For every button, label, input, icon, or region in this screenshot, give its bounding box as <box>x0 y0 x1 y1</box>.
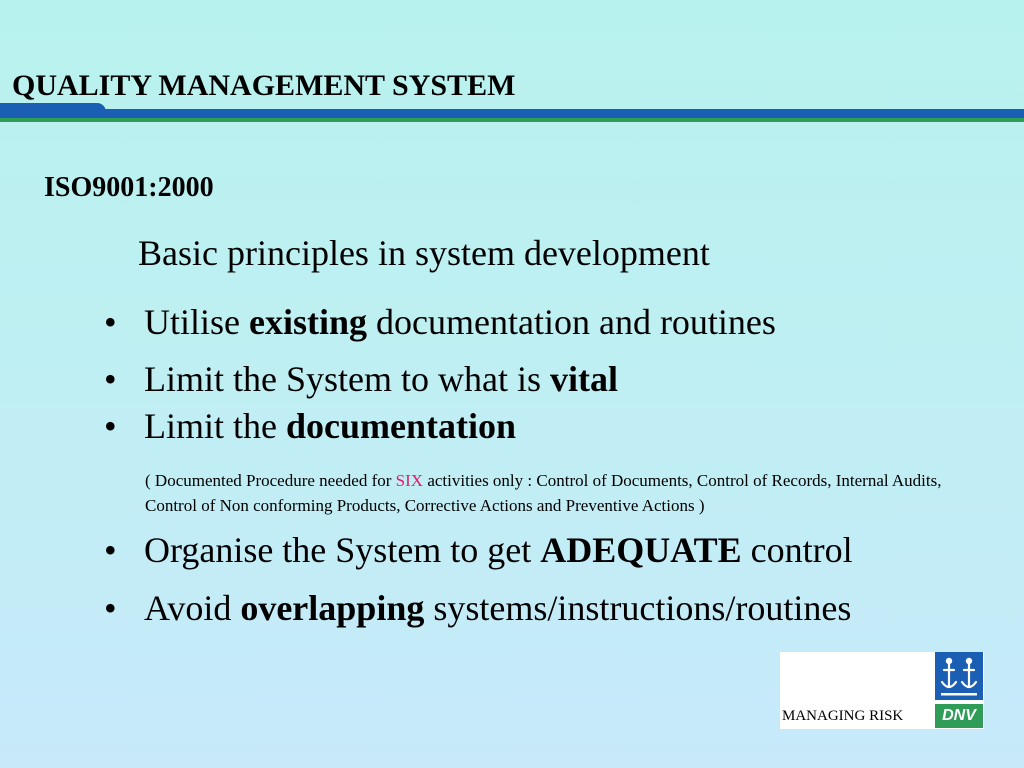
bullet-text: Avoid <box>144 588 241 628</box>
bullet-item <box>104 528 853 572</box>
bullet-emphasis: documentation <box>285 406 516 446</box>
title-divider-blue <box>0 109 1024 118</box>
bullet-marker: • <box>104 530 117 570</box>
anchor-lady-emblem-icon <box>935 652 983 700</box>
bullet-item <box>104 404 516 448</box>
bullet-emphasis: ADEQUATE <box>540 530 742 570</box>
bullet-item <box>104 586 851 630</box>
bullet-emphasis: vital <box>549 359 618 399</box>
bullet-emphasis: overlapping <box>240 588 425 628</box>
bullet-marker: • <box>104 302 117 342</box>
bullet-marker: • <box>104 588 117 628</box>
bullet-item <box>104 357 618 401</box>
dnv-wordmark-box <box>935 704 983 728</box>
note-text: ( Documented Procedure needed for <box>145 471 396 490</box>
bullet-marker: • <box>104 359 117 399</box>
bullet-marker: • <box>104 406 117 446</box>
slide-title: QUALITY MANAGEMENT SYSTEM <box>12 69 516 102</box>
section-heading: Basic principles in system development <box>138 233 710 273</box>
bullet-emphasis: existing <box>249 302 368 342</box>
note-highlight: SIX <box>395 471 424 490</box>
documentation-note <box>145 468 985 518</box>
bullet-text: systems/instructions/routines <box>424 588 852 628</box>
bullet-text: Utilise <box>144 302 249 342</box>
bullet-text: documentation and routines <box>367 302 776 342</box>
bullet-text: Organise the System to get <box>144 530 541 570</box>
logo-tagline: MANAGING RISK <box>782 708 904 724</box>
bullet-text: control <box>741 530 853 570</box>
dnv-logo <box>780 652 984 729</box>
title-divider-green <box>0 118 1024 122</box>
bullet-text: Limit the System to what is <box>144 359 550 399</box>
dnv-wordmark: DNV <box>942 707 976 724</box>
bullet-text: Limit the <box>144 406 286 446</box>
slide-subtitle: ISO9001:2000 <box>44 172 214 203</box>
note-text: activities only : Control of Documents, Control of Records, Internal Audits, Control of Non conforming Products, Corrective Actions and Preventive Actions ) <box>145 471 942 515</box>
bullet-item <box>104 300 776 344</box>
